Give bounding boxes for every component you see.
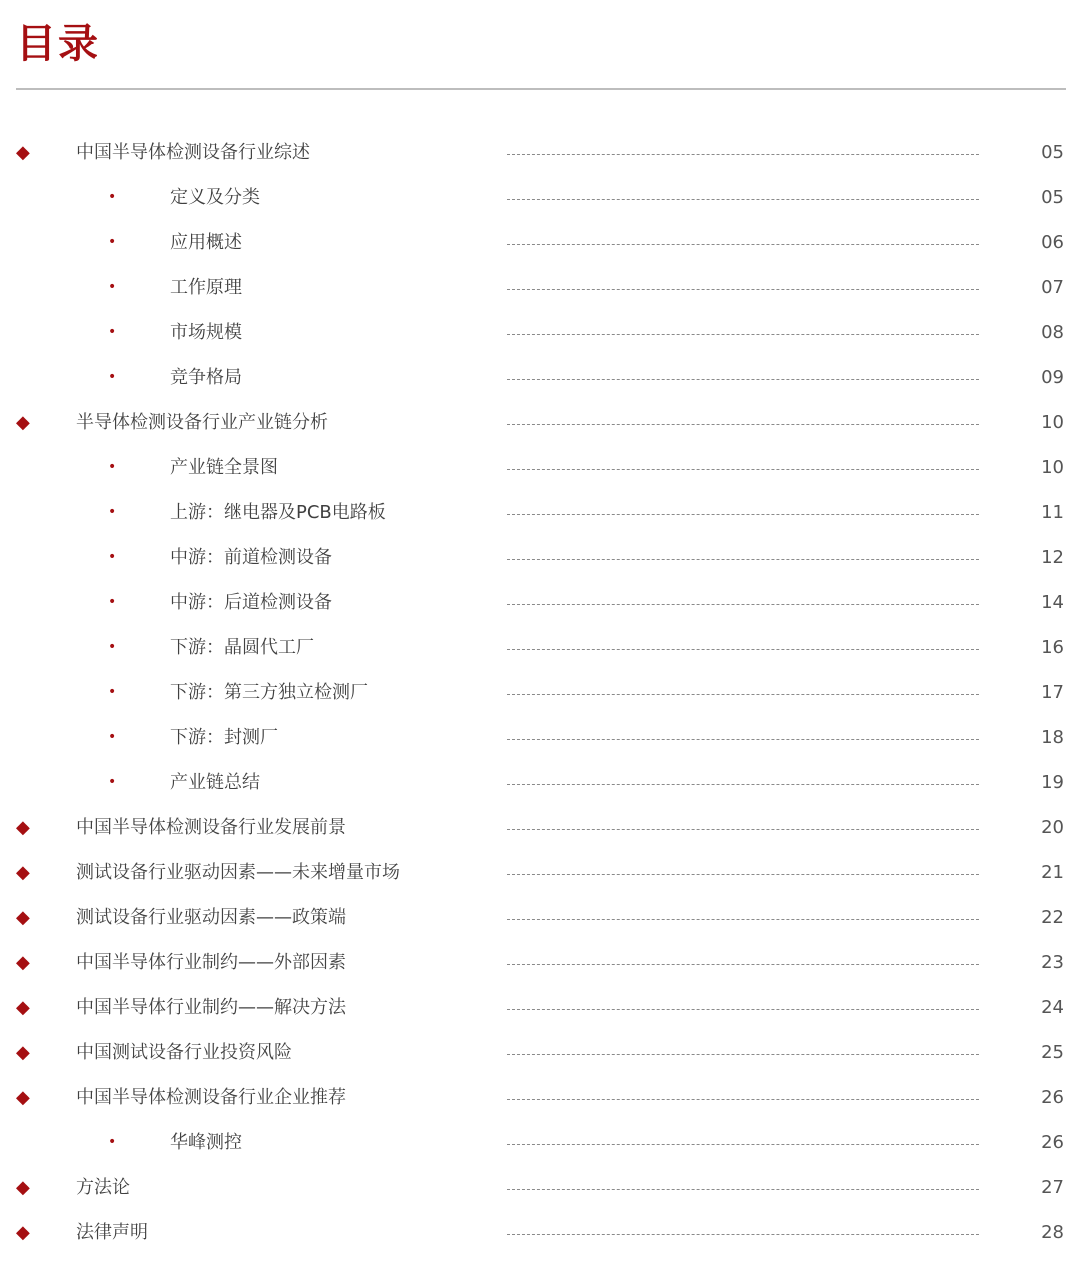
- dotted-leader: [507, 919, 979, 920]
- dotted-leader: [507, 1099, 979, 1100]
- toc-entry-page: 08: [1041, 322, 1064, 343]
- toc-entry-label: 中国半导体行业制约——解决方法: [76, 997, 346, 1018]
- toc-entry[interactable]: [0, 490, 1080, 535]
- toc-entry-label: 华峰测控: [170, 1132, 242, 1153]
- dotted-leader: [507, 244, 979, 245]
- toc-entry[interactable]: [0, 580, 1080, 625]
- toc-entry-page: 06: [1041, 232, 1064, 253]
- toc-entry-page: 12: [1041, 547, 1064, 568]
- dotted-leader: [507, 1144, 979, 1145]
- dotted-leader: [507, 424, 979, 425]
- diamond-bullet-icon: ◆: [16, 142, 30, 163]
- toc-entry[interactable]: [0, 445, 1080, 490]
- toc-entry[interactable]: [0, 535, 1080, 580]
- diamond-bullet-icon: ◆: [16, 907, 30, 928]
- toc-entry[interactable]: [0, 625, 1080, 670]
- dotted-leader: [507, 199, 979, 200]
- dotted-leader: [507, 874, 979, 875]
- dotted-leader: [507, 694, 979, 695]
- dot-bullet-icon: •: [108, 549, 117, 565]
- toc-entry-label: 中国半导体行业制约——外部因素: [76, 952, 346, 973]
- diamond-bullet-icon: ◆: [16, 952, 30, 973]
- dotted-leader: [507, 289, 979, 290]
- toc-entry-page: 17: [1041, 682, 1064, 703]
- dotted-leader: [507, 739, 979, 740]
- toc-entry[interactable]: [0, 1075, 1080, 1120]
- dotted-leader: [507, 469, 979, 470]
- toc-entry-label: 市场规模: [170, 322, 242, 343]
- dot-bullet-icon: •: [108, 594, 117, 610]
- toc-entry-page: 23: [1041, 952, 1064, 973]
- diamond-bullet-icon: ◆: [16, 412, 30, 433]
- toc-entry[interactable]: [0, 310, 1080, 355]
- toc-entry[interactable]: [0, 1165, 1080, 1210]
- dotted-leader: [507, 1054, 979, 1055]
- dotted-leader: [507, 1189, 979, 1190]
- dot-bullet-icon: •: [108, 459, 117, 475]
- toc-entry[interactable]: [0, 130, 1080, 175]
- diamond-bullet-icon: ◆: [16, 1177, 30, 1198]
- toc-entry[interactable]: [0, 985, 1080, 1030]
- toc-entry-page: 10: [1041, 412, 1064, 433]
- toc-entry-label: 中国测试设备行业投资风险: [76, 1042, 292, 1063]
- toc-entry-page: 10: [1041, 457, 1064, 478]
- toc-entry-label: 中游：前道检测设备: [170, 547, 332, 568]
- toc-entry-label: 应用概述: [170, 232, 242, 253]
- toc-entry-label: 下游：封测厂: [170, 727, 278, 748]
- toc-entry-label: 中国半导体检测设备行业企业推荐: [76, 1087, 346, 1108]
- dotted-leader: [507, 604, 979, 605]
- toc-entry[interactable]: [0, 850, 1080, 895]
- toc-entry-page: 16: [1041, 637, 1064, 658]
- toc-entry-label: 上游：继电器及PCB电路板: [170, 502, 386, 523]
- toc-entry[interactable]: [0, 1120, 1080, 1165]
- toc-entry[interactable]: [0, 715, 1080, 760]
- dotted-leader: [507, 1009, 979, 1010]
- toc-entry-page: 19: [1041, 772, 1064, 793]
- table-of-contents: [0, 130, 1080, 1255]
- dot-bullet-icon: •: [108, 639, 117, 655]
- diamond-bullet-icon: ◆: [16, 1222, 30, 1243]
- diamond-bullet-icon: ◆: [16, 817, 30, 838]
- toc-entry[interactable]: [0, 670, 1080, 715]
- toc-entry-label: 中国半导体检测设备行业发展前景: [76, 817, 346, 838]
- toc-entry-page: 24: [1041, 997, 1064, 1018]
- toc-entry[interactable]: [0, 220, 1080, 265]
- dotted-leader: [507, 964, 979, 965]
- dotted-leader: [507, 829, 979, 830]
- dot-bullet-icon: •: [108, 1134, 117, 1150]
- dot-bullet-icon: •: [108, 504, 117, 520]
- toc-entry-page: 25: [1041, 1042, 1064, 1063]
- toc-entry[interactable]: [0, 1210, 1080, 1255]
- dot-bullet-icon: •: [108, 684, 117, 700]
- diamond-bullet-icon: ◆: [16, 1042, 30, 1063]
- toc-entry-page: 05: [1041, 142, 1064, 163]
- toc-entry-label: 中游：后道检测设备: [170, 592, 332, 613]
- dotted-leader: [507, 559, 979, 560]
- toc-entry-page: 22: [1041, 907, 1064, 928]
- toc-entry-label: 产业链全景图: [170, 457, 278, 478]
- dotted-leader: [507, 154, 979, 155]
- toc-entry-label: 下游：晶圆代工厂: [170, 637, 314, 658]
- toc-entry-page: 20: [1041, 817, 1064, 838]
- dotted-leader: [507, 379, 979, 380]
- toc-entry-page: 09: [1041, 367, 1064, 388]
- dotted-leader: [507, 784, 979, 785]
- toc-entry-label: 产业链总结: [170, 772, 260, 793]
- toc-entry[interactable]: [0, 265, 1080, 310]
- toc-entry-page: 07: [1041, 277, 1064, 298]
- toc-entry-page: 26: [1041, 1132, 1064, 1153]
- dotted-leader: [507, 514, 979, 515]
- toc-entry-label: 下游：第三方独立检测厂: [170, 682, 368, 703]
- toc-entry-page: 18: [1041, 727, 1064, 748]
- toc-entry-label: 法律声明: [76, 1222, 148, 1243]
- toc-entry-label: 定义及分类: [170, 187, 260, 208]
- dot-bullet-icon: •: [108, 369, 117, 385]
- dotted-leader: [507, 334, 979, 335]
- toc-entry-label: 半导体检测设备行业产业链分析: [76, 412, 328, 433]
- diamond-bullet-icon: ◆: [16, 862, 30, 883]
- toc-entry-page: 26: [1041, 1087, 1064, 1108]
- toc-entry[interactable]: [0, 895, 1080, 940]
- toc-entry-page: 21: [1041, 862, 1064, 883]
- dot-bullet-icon: •: [108, 774, 117, 790]
- dot-bullet-icon: •: [108, 279, 117, 295]
- toc-entry[interactable]: [0, 805, 1080, 850]
- toc-entry-page: 28: [1041, 1222, 1064, 1243]
- title-divider: [16, 88, 1066, 90]
- toc-entry[interactable]: [0, 355, 1080, 400]
- toc-entry-label: 测试设备行业驱动因素——未来增量市场: [76, 862, 400, 883]
- dotted-leader: [507, 649, 979, 650]
- dot-bullet-icon: •: [108, 324, 117, 340]
- page-title: 目录: [16, 21, 100, 67]
- toc-entry-label: 竞争格局: [170, 367, 242, 388]
- toc-entry-page: 05: [1041, 187, 1064, 208]
- toc-entry[interactable]: [0, 760, 1080, 805]
- diamond-bullet-icon: ◆: [16, 1087, 30, 1108]
- dot-bullet-icon: •: [108, 234, 117, 250]
- dot-bullet-icon: •: [108, 729, 117, 745]
- dotted-leader: [507, 1234, 979, 1235]
- toc-entry-page: 11: [1041, 502, 1064, 523]
- toc-entry-page: 27: [1041, 1177, 1064, 1198]
- toc-entry-label: 中国半导体检测设备行业综述: [76, 142, 310, 163]
- toc-entry-page: 14: [1041, 592, 1064, 613]
- dot-bullet-icon: •: [108, 189, 117, 205]
- diamond-bullet-icon: ◆: [16, 997, 30, 1018]
- toc-entry-label: 方法论: [76, 1177, 130, 1198]
- toc-entry[interactable]: [0, 1030, 1080, 1075]
- toc-entry[interactable]: [0, 400, 1080, 445]
- toc-entry[interactable]: [0, 175, 1080, 220]
- toc-entry[interactable]: [0, 940, 1080, 985]
- toc-entry-label: 测试设备行业驱动因素——政策端: [76, 907, 346, 928]
- toc-entry-label: 工作原理: [170, 277, 242, 298]
